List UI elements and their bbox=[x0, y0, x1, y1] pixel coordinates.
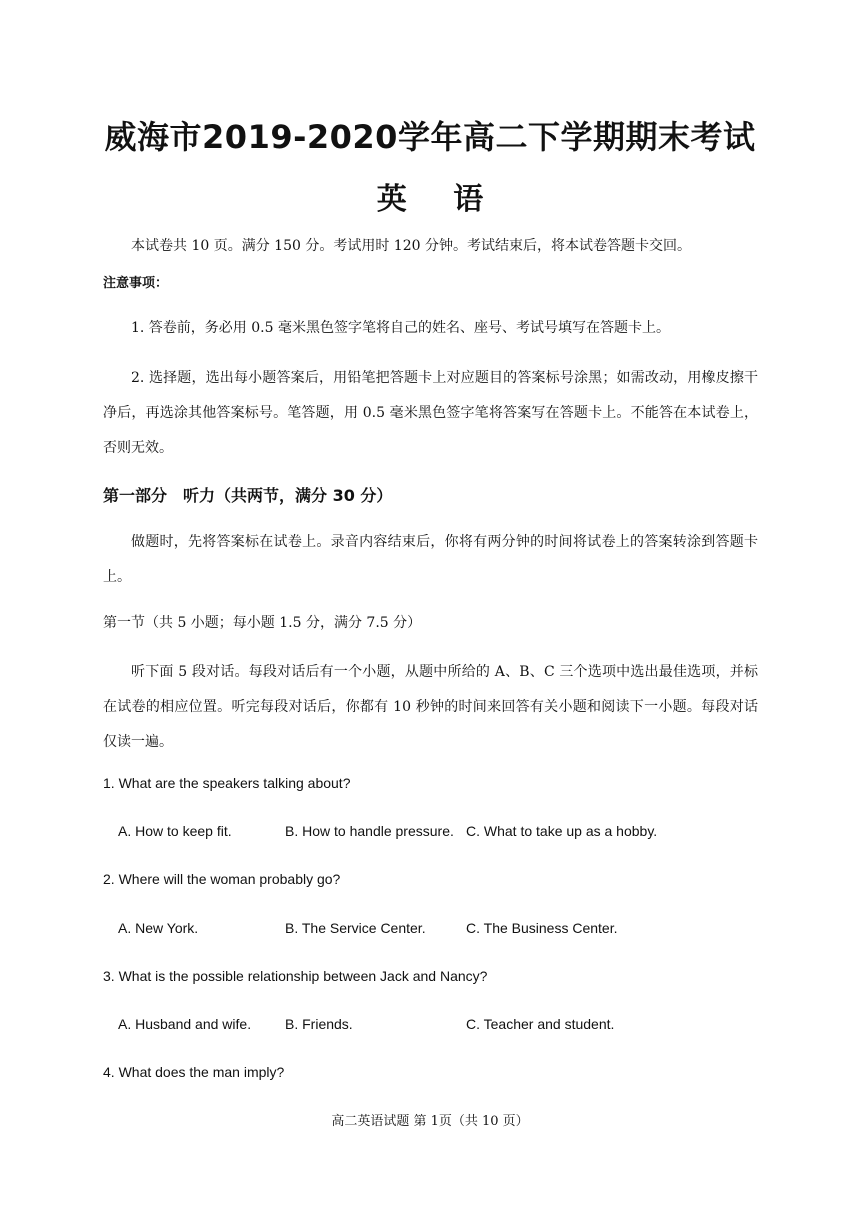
question-2-option-b: B. The Service Center. bbox=[285, 920, 426, 936]
part1-heading: 第一部分 听力（共两节，满分 30 分） bbox=[103, 486, 393, 505]
question-3-option-c: C. Teacher and student. bbox=[466, 1016, 615, 1032]
question-1-option-a: A. How to keep fit. bbox=[118, 823, 232, 839]
question-2-option-c: C. The Business Center. bbox=[466, 920, 618, 936]
question-2-option-a: A. New York. bbox=[118, 920, 199, 936]
page-footer: 高二英语试题 第 1页（共 10 页） bbox=[331, 1114, 529, 1129]
notes-item-1: 1. 答卷前，务必用 0.5 毫米黑色签字笔将自己的姓名、座号、考试号填写在答题卡上。 bbox=[131, 320, 670, 336]
section1-instructions: 听下面 5 段对话。每段对话后有一个小题，从题中所给的 A、B、C 三个选项中选出最佳选项，并标在试卷的相应位置。听完每段对话后，你都有 10 秒钟的时间来回答有关小题和阅读下一小题。每段对话仅读一遍。 bbox=[103, 664, 758, 750]
question-4: 4. What does the man imply? bbox=[103, 1064, 285, 1080]
question-3: 3. What is the possible relationship between Jack and Nancy? bbox=[103, 968, 488, 984]
question-3-option-a: A. Husband and wife. bbox=[118, 1016, 252, 1032]
subject-title: 英 语 bbox=[376, 182, 502, 217]
exam-intro: 本试卷共 10 页。满分 150 分。考试用时 120 分钟。考试结束后，将本试卷答题卡交回。 bbox=[131, 238, 691, 254]
question-3-option-b: B. Friends. bbox=[285, 1016, 353, 1032]
section1-heading: 第一节（共 5 小题；每小题 1.5 分，满分 7.5 分） bbox=[103, 615, 422, 631]
question-1-option-c: C. What to take up as a hobby. bbox=[466, 823, 658, 839]
question-1: 1. What are the speakers talking about? bbox=[103, 775, 351, 791]
notes-item-2: 2. 选择题，选出每小题答案后，用铅笔把答题卡上对应题目的答案标号涂黑；如需改动，用橡皮擦干净后，再选涂其他答案标号。笔答题，用 0.5 毫米黑色签字笔将答案写在答题卡上。不能答在本试卷上，否则无效。 bbox=[103, 370, 758, 456]
notes-heading: 注意事项： bbox=[103, 276, 169, 291]
question-2: 2. Where will the woman probably go? bbox=[103, 871, 341, 887]
page-title: 威海市2019-2020学年高二下学期期末考试 bbox=[104, 118, 756, 156]
part1-instructions: 做题时，先将答案标在试卷上。录音内容结束后，你将有两分钟的时间将试卷上的答案转涂到答题卡上。 bbox=[103, 534, 758, 585]
question-1-option-b: B. How to handle pressure. bbox=[285, 823, 454, 839]
